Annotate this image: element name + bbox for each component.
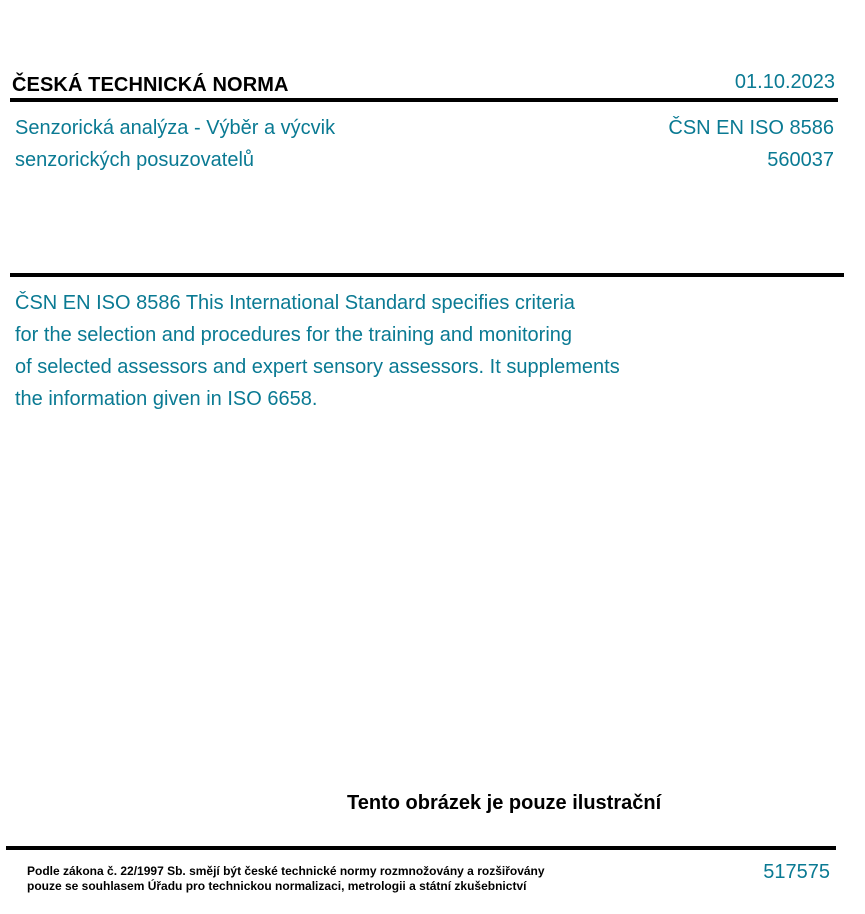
illustration-notice: Tento obrázek je pouze ilustrační — [347, 792, 662, 814]
legal-notice-line-2: pouze se souhlasem Úřadu pro technickou normalizaci, metrologii a státní zkušebnictví — [27, 879, 527, 893]
footer-divider — [6, 846, 836, 850]
document-id: 517575 — [763, 861, 830, 883]
abstract-line: the information given in ISO 6658. — [15, 388, 318, 410]
title-divider — [10, 273, 844, 277]
header-divider — [10, 98, 838, 102]
standard-title-line-2: senzorických posuzovatelů — [15, 149, 255, 171]
abstract-line: of selected assessors and expert sensory assessors. It supplements — [15, 356, 620, 378]
standard-title-line-1: Senzorická analýza - Výběr a výcvik — [15, 117, 336, 139]
legal-notice-line-1: Podle zákona č. 22/1997 Sb. smějí být české technické normy rozmnožovány a rozšiřovány — [27, 864, 545, 878]
classification-number: 560037 — [767, 149, 834, 171]
publication-date: 01.10.2023 — [734, 71, 835, 93]
document-type-heading: ČESKÁ TECHNICKÁ NORMA — [12, 74, 289, 96]
abstract-line: ČSN EN ISO 8586 This International Standard specifies criteria — [15, 292, 575, 314]
abstract-line: for the selection and procedures for the training and monitoring — [15, 324, 573, 346]
standard-code: ČSN EN ISO 8586 — [668, 117, 834, 139]
